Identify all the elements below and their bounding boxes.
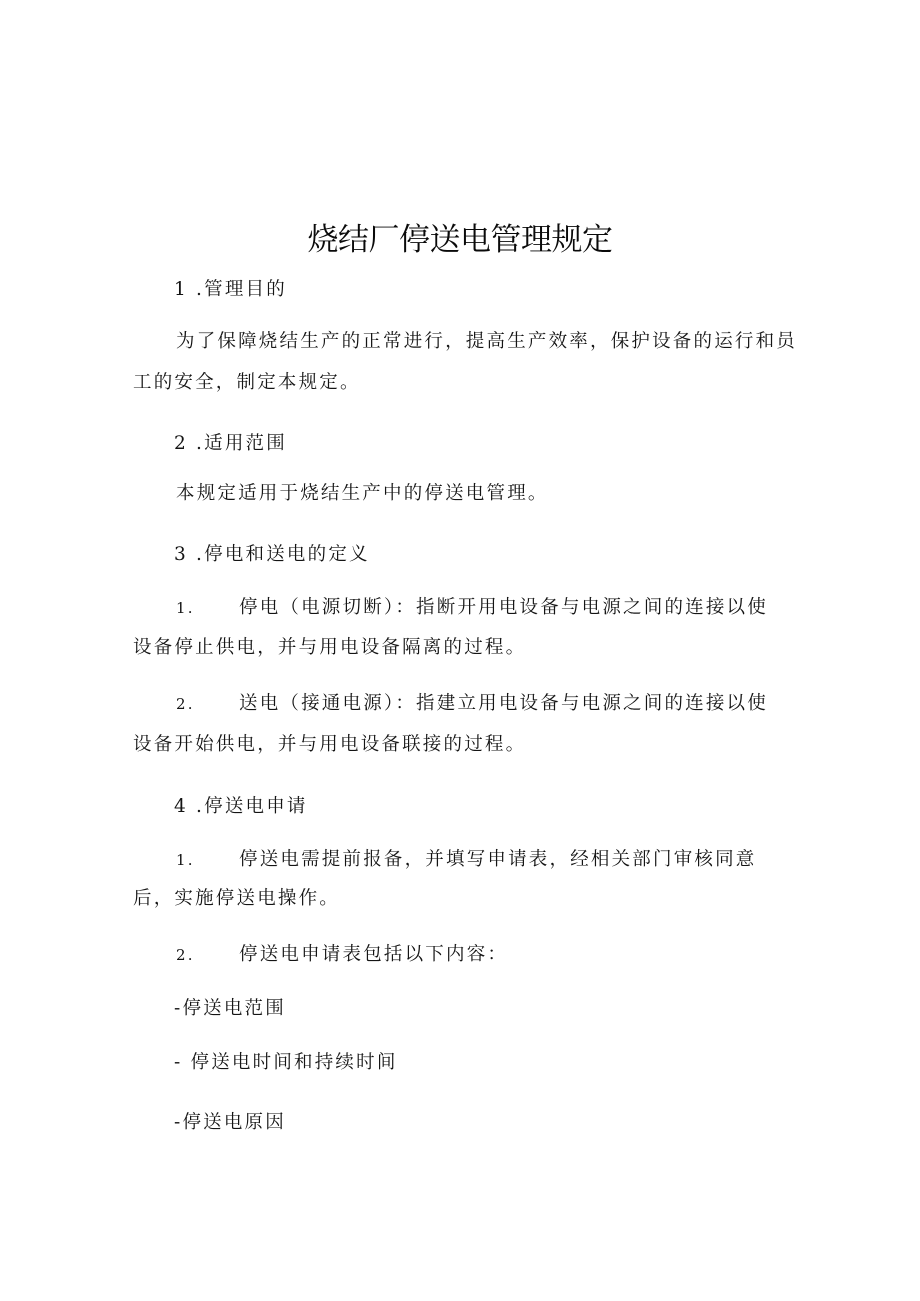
section-3-item-2-line-2: 设备开始供电，并与用电设备联接的过程。	[133, 734, 527, 755]
section-1-paragraph-line-1: 为了保障烧结生产的正常进行，提高生产效率，保护设备的运行和员	[176, 331, 798, 352]
section-4-heading: 4 .停送电申请	[174, 796, 308, 817]
section-2-paragraph: 本规定适用于烧结生产中的停送电管理。	[176, 483, 549, 504]
section-4-item-1-line-2: 后，实施停送电操作。	[133, 888, 341, 909]
section-1-paragraph-line-2: 工的安全，制定本规定。	[133, 372, 361, 393]
section-3-item-1-line-1: 停电（电源切断）：指断开用电设备与电源之间的连接以使	[239, 597, 768, 618]
section-4-item-2	[176, 943, 195, 967]
bullet-item: - 停送电时间和持续时间	[174, 1052, 398, 1073]
list-number: 2.	[176, 946, 195, 964]
bullet-item: -停送电原因	[174, 1112, 286, 1133]
section-2-heading: 2 .适用范围	[174, 433, 287, 454]
list-number: 1.	[176, 851, 195, 869]
bullet-item: -停送电范围	[174, 998, 286, 1019]
section-3-item-2-line-1: 送电（接通电源）：指建立用电设备与电源之间的连接以使	[239, 693, 768, 714]
section-3-item-1-line-2: 设备停止供电，并与用电设备隔离的过程。	[133, 637, 527, 658]
section-3-item-2	[176, 692, 195, 716]
section-3-item-1	[176, 596, 195, 620]
section-1-heading: 1 .管理目的	[174, 279, 287, 300]
section-4-item-1	[176, 848, 195, 872]
list-number: 2.	[176, 695, 195, 713]
list-number: 1.	[176, 599, 195, 617]
section-4-item-1-line-1: 停送电需提前报备，并填写申请表，经相关部门审核同意	[239, 849, 757, 870]
section-3-heading: 3 .停电和送电的定义	[174, 544, 370, 565]
document-title: 烧结厂停送电管理规定	[307, 222, 613, 258]
section-4-item-2-line-1: 停送电申请表包括以下内容：	[239, 944, 509, 965]
